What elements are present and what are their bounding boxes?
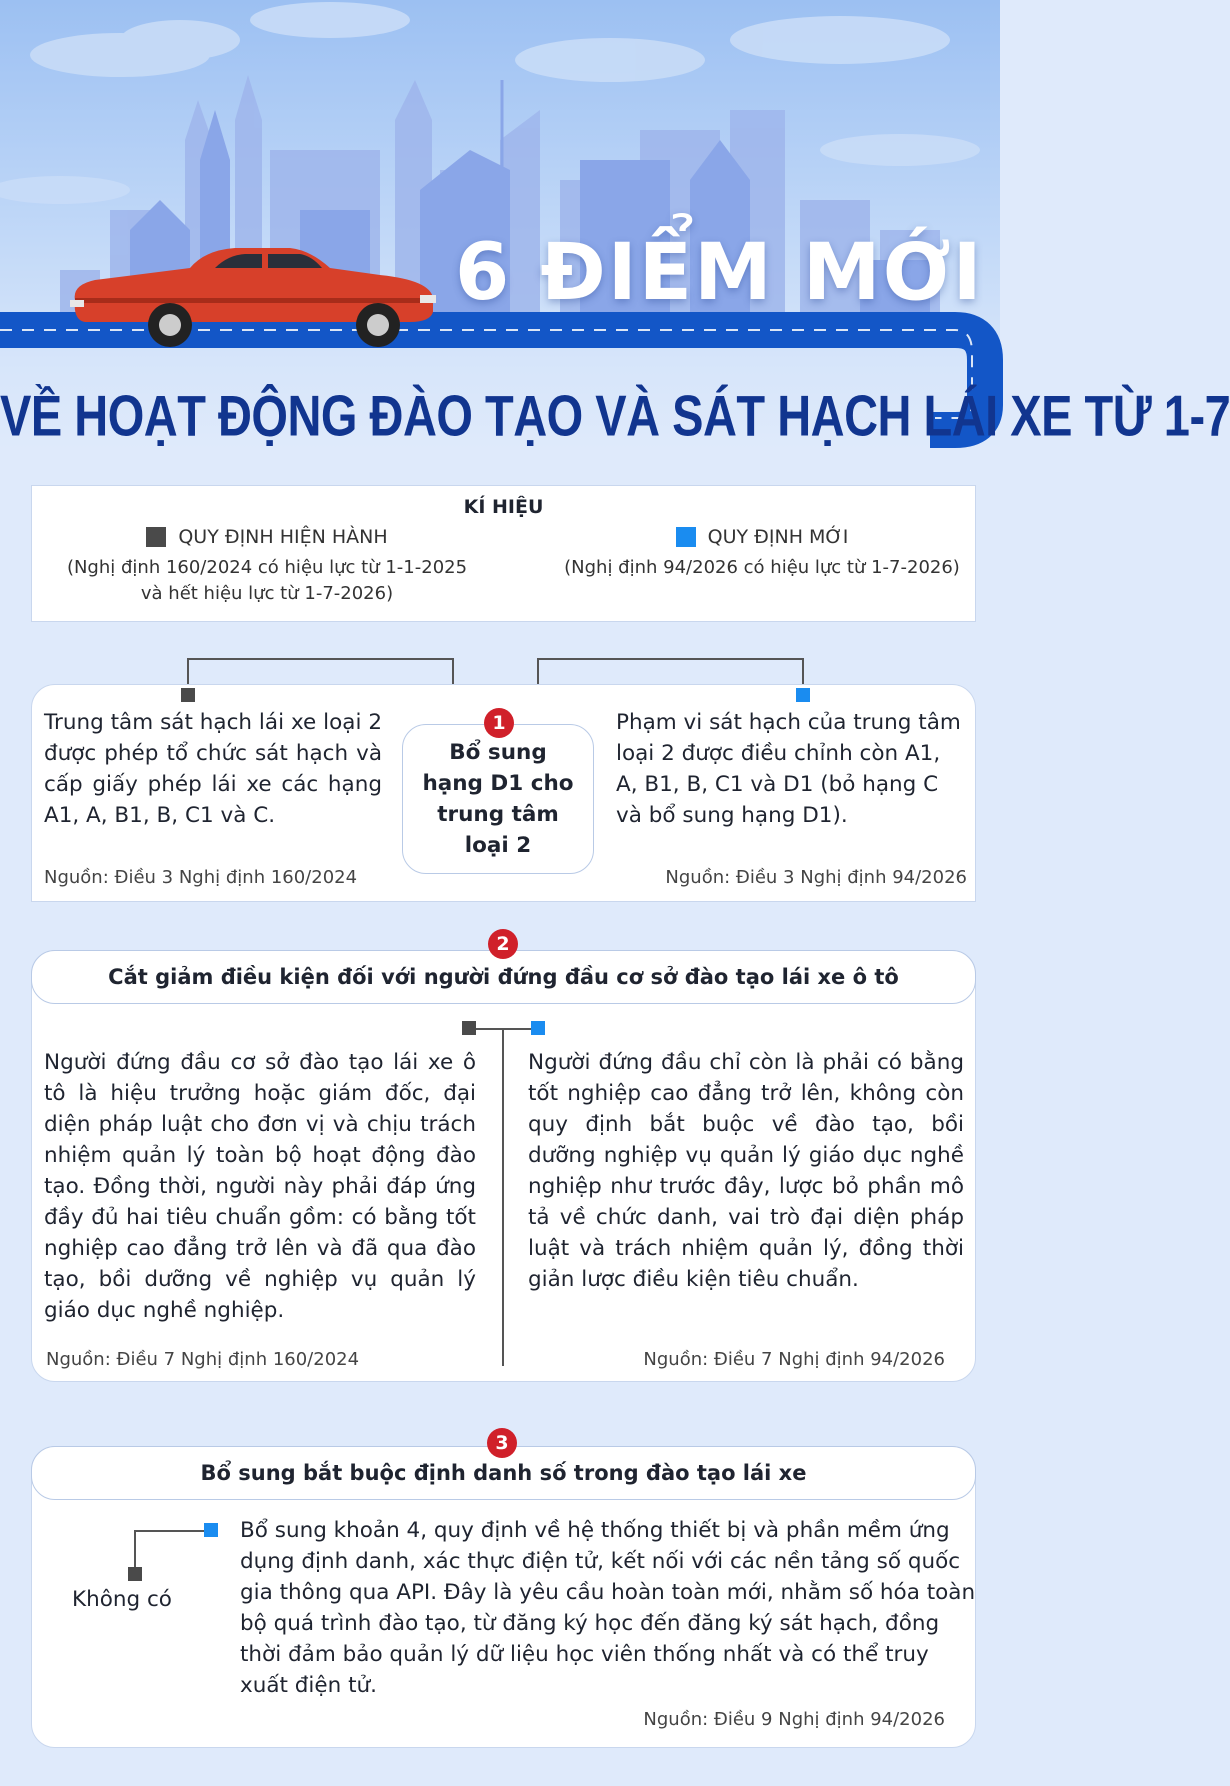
sub-title: VỀ HOẠT ĐỘNG ĐÀO TẠO VÀ SÁT HẠCH LÁI XE TỪ 1-7 [0, 383, 1230, 448]
point2-title: Cắt giảm điều kiện đối với người đứng đầu cơ sở đào tạo lái xe ô tô [31, 950, 976, 1004]
legend-box [31, 485, 976, 622]
connector-line [474, 1028, 538, 1030]
point3-number-badge: 3 [487, 1428, 517, 1458]
point1-new-text: Phạm vi sát hạch của trung tâm loại 2 được điều chỉnh còn A1, A, B1, B, C1 và D1 (bỏ hạng C và bổ sung hạng D1). [616, 710, 961, 828]
point1-current-source: Nguồn: Điều 3 Nghị định 160/2024 [44, 867, 358, 888]
main-title: 6 ĐIỂM MỚI [455, 228, 984, 318]
point3-title: Bổ sung bắt buộc định danh số trong đào tạo lái xe [31, 1446, 976, 1500]
point3-current-text: Không có [72, 1587, 172, 1612]
legend-new-line1: (Nghị định 94/2026 có hiệu lực từ 1-7-2026) [564, 557, 960, 578]
legend-current-label: QUY ĐỊNH HIỆN HÀNH [178, 526, 388, 548]
legend-new [552, 524, 972, 581]
current-rule-square-icon [128, 1567, 142, 1581]
new-rule-square-icon [204, 1523, 218, 1537]
point1-current-text: Trung tâm sát hạch lái xe loại 2 được phép tổ chức sát hạch và cấp giấy phép lái xe các hạng A1, A, B1, B, C1 và C. [44, 710, 382, 828]
new-rule-square-icon [531, 1021, 545, 1035]
legend-current-line2: và hết hiệu lực từ 1-7-2026) [140, 583, 394, 604]
new-rule-square-icon [796, 688, 810, 702]
header-banner [0, 0, 1230, 450]
point2-number-badge: 2 [488, 929, 518, 959]
point1-title: Bổ sung hạng D1 cho trung tâm loại 2 [402, 724, 594, 874]
current-rule-square-icon [146, 527, 166, 547]
legend-title: KÍ HIỆU [463, 496, 544, 518]
legend-current [62, 524, 472, 607]
legend-current-line1: (Nghị định 160/2024 có hiệu lực từ 1-1-2025 [66, 557, 468, 578]
point3-new-source: Nguồn: Điều 9 Nghị định 94/2026 [643, 1709, 945, 1730]
current-rule-square-icon [462, 1021, 476, 1035]
point2-card [31, 950, 976, 1382]
point2-current-source: Nguồn: Điều 7 Nghị định 160/2024 [46, 1349, 360, 1370]
connector-line [134, 1530, 136, 1572]
point2-current-text: Người đứng đầu cơ sở đào tạo lái xe ô tô là hiệu trưởng hoặc giám đốc, đại diện pháp luật cho đơn vị và chịu trách nhiệm quản lý toàn bộ hoạt động đào tạo. Đồng thời, người này phải đáp ứng đầy đủ hai tiêu chuẩn gồm: có bằng tốt nghiệp cao đẳng trở lên và đã qua đào tạo, bồi dưỡng về nghiệp vụ quản lý giáo dục nghề nghiệp. [44, 1050, 476, 1323]
connector-line [502, 1028, 504, 1366]
point2-new-text: Người đứng đầu chỉ còn là phải có bằng tốt nghiệp cao đẳng trở lên, không còn quy định bắt buộc về đào tạo, bồi dưỡng nghiệp vụ quản lý giáo dục nghề nghiệp như trước đây, lược bỏ phần mô tả về chức danh, vai trò đại diện pháp luật và trách nhiệm quản lý, đồng thời giản lược điều kiện tiêu chuẩn. [528, 1050, 964, 1292]
point3-new-text: Bổ sung khoản 4, quy định về hệ thống thiết bị và phần mềm ứng dụng định danh, xác thực điện tử, kết nối với các nền tảng số quốc gia thông qua API. Đây là yêu cầu hoàn toàn mới, nhằm số hóa toàn bộ quá trình đào tạo, từ đăng ký học đến đăng ký sát hạch, đồng thời đảm bảo quản lý dữ liệu học viên thống nhất và có thể truy xuất điện tử. [240, 1518, 976, 1698]
point1-new-source: Nguồn: Điều 3 Nghị định 94/2026 [665, 867, 967, 888]
point2-new-source: Nguồn: Điều 7 Nghị định 94/2026 [643, 1349, 945, 1370]
current-rule-square-icon [181, 688, 195, 702]
connector-line [187, 658, 453, 660]
legend-new-label: QUY ĐỊNH MỚI [707, 526, 849, 548]
point1-number-badge: 1 [484, 708, 514, 738]
connector-line [537, 658, 803, 660]
new-rule-square-icon [676, 527, 696, 547]
connector-line [134, 1530, 206, 1532]
